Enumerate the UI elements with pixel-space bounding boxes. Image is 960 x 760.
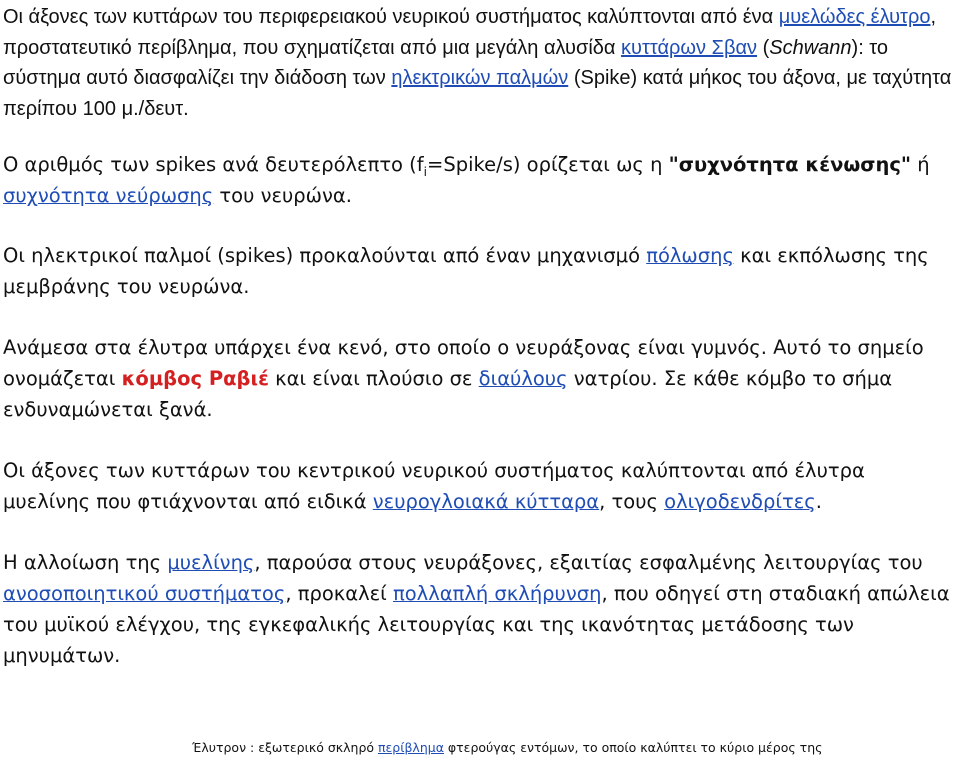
link-electrical-pulses[interactable]: ηλεκτρικών παλμών (391, 67, 569, 89)
highlight-ranvier-node: κόμβος Ραβιέ (121, 367, 269, 390)
text: και είναι πλούσιο σε (268, 367, 479, 390)
paragraph-central-axons (3, 455, 956, 517)
text: Οι άξονες των κυττάρων του περιφερειακού νευρικού συστήματος καλύπτονται από ένα (3, 6, 779, 28)
paragraph-ranvier-node (3, 332, 956, 425)
link-firing-frequency[interactable]: συχνότητα νεύρωσης (3, 184, 214, 207)
text: του νευρώνα. (213, 184, 352, 207)
bold-term: "συχνότητα κένωσης" (668, 153, 912, 176)
paragraph-firing-rate (3, 149, 956, 211)
link-oligodendrocytes[interactable]: ολιγοδενδρίτες (664, 490, 816, 513)
text: Η αλλοίωση της (3, 551, 168, 574)
text: νατρίου. Σε κάθε κόμβο το σήμα ενδυναμώνεται ξανά. (3, 367, 893, 421)
paragraph-spikes-mechanism (3, 240, 956, 302)
italic-term: Schwann (769, 36, 852, 59)
text: ή (911, 153, 930, 176)
link-myelin-sheath[interactable]: μυελώδες έλυτρο (778, 6, 931, 28)
link-glial-cells[interactable]: νευρογλοιακά κύτταρα (372, 490, 600, 513)
paragraph-myelin-damage (3, 547, 956, 671)
link-casing[interactable]: περίβλημα (378, 740, 444, 755)
text: Οι ηλεκτρικοί παλμοί (spikes) προκαλούνται από έναν μηχανισμό (3, 244, 647, 267)
text: , προστατευτικό περίβλημα, που σχηματίζεται από μια μεγάλη αλυσίδα (3, 6, 937, 59)
text: , προκαλεί (285, 582, 393, 605)
text: (Spike) κατά μήκος του άξονα, με ταχύτητα περίπου 100 μ./δευτ. (3, 67, 952, 120)
paragraph-peripheral-axons (3, 2, 956, 124)
text: , παρούσα στους νευράξονες, εξαιτίας εσφαλμένης λειτουργίας του (254, 551, 923, 574)
link-myelin[interactable]: μυελίνης (167, 551, 255, 574)
text: . (815, 490, 822, 513)
text: ( (757, 36, 770, 59)
text: ): το σύστημα αυτό διασφαλίζει την διάδοση των (3, 36, 889, 89)
text: φτερούγας εντόμων, το οποίο καλύπτει το κύριο μέρος της (443, 740, 823, 755)
text: και εκπόλωσης της μεμβράνης του νευρώνα. (3, 244, 929, 298)
text: Έλυτρον : εξωτερικό σκληρό (192, 740, 378, 755)
link-immune-system[interactable]: ανοσοποιητικού συστήματος (3, 582, 286, 605)
link-schwann-cells[interactable]: κυττάρων Σβαν (621, 36, 758, 59)
text: =Spike/s) ορίζεται ως η (427, 153, 669, 176)
link-multiple-sclerosis[interactable]: πολλαπλή σκλήρυνση (392, 582, 602, 605)
footnote (192, 740, 822, 756)
text: , που οδηγεί στη σταδιακή απώλεια του μυϊκού ελέγχου, της εγκεφαλικής λειτουργίας και της ικανότητας μετάδοσης των μηνυμάτων. (3, 582, 950, 667)
subscript: i (423, 164, 428, 179)
link-channels[interactable]: διαύλους (478, 367, 568, 390)
link-polarization[interactable]: πόλωσης (646, 244, 734, 267)
text: Ο αριθμός των spikes ανά δευτερόλεπτο (f (3, 153, 424, 176)
text: Ανάμεσα στα έλυτρα υπάρχει ένα κενό, στο οποίο ο νευράξονας είναι γυμνός. Αυτό το σημείο ονομάζεται (3, 336, 924, 390)
text: , τους (599, 490, 665, 513)
text: Οι άξονες των κυττάρων του κεντρικού νευρικού συστήματος καλύπτονται από έλυτρα μυελίνης που φτιάχνονται από ειδικά (3, 459, 865, 513)
